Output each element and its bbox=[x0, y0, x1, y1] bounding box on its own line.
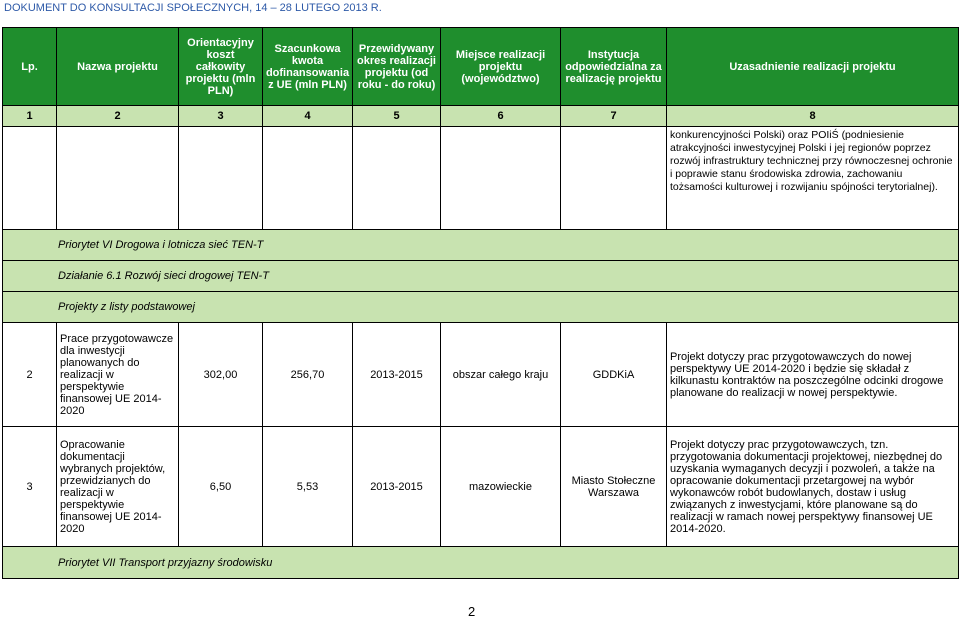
col-header-eu-funding: Szacunkowa kwota dofinansowania z UE (mln PLN) bbox=[263, 28, 353, 106]
col-header-justification: Uzasadnienie realizacji projektu bbox=[667, 28, 959, 106]
table-row bbox=[3, 323, 959, 427]
column-numbers-row bbox=[3, 106, 959, 127]
column-number: 2 bbox=[57, 106, 179, 127]
col-header-name: Nazwa projektu bbox=[57, 28, 179, 106]
col-header-place: Miejsce realizacji projektu (województwo) bbox=[441, 28, 561, 106]
projects-table bbox=[2, 27, 959, 579]
column-number: 6 bbox=[441, 106, 561, 127]
column-number: 1 bbox=[3, 106, 57, 127]
priority-vi-label: Priorytet VI Drogowa i lotnicza sieć TEN-T bbox=[3, 230, 959, 261]
table-row bbox=[3, 427, 959, 547]
column-number: 8 bbox=[667, 106, 959, 127]
action-6-1-row bbox=[3, 261, 959, 292]
page-number: 2 bbox=[468, 604, 476, 619]
column-number: 5 bbox=[353, 106, 441, 127]
basic-list-label: Projekty z listy podstawowej bbox=[3, 292, 959, 323]
basic-list-row bbox=[3, 292, 959, 323]
row-cost: 302,00 bbox=[179, 323, 263, 427]
row-project-name: Opracowanie dokumentacji wybranych projektów, przewidzianych do realizacji w perspektywie finansowej UE 2014-2020 bbox=[57, 427, 179, 547]
row-lp: 3 bbox=[3, 427, 57, 547]
row-period: 2013-2015 bbox=[353, 427, 441, 547]
row-project-name: Prace przygotowawcze dla inwestycji planowanych do realizacji w perspektywie finansowej UE 2014-2020 bbox=[57, 323, 179, 427]
action-6-1-label: Działanie 6.1 Rozwój sieci drogowej TEN-T bbox=[3, 261, 959, 292]
row-cost: 6,50 bbox=[179, 427, 263, 547]
col-header-lp: Lp. bbox=[3, 28, 57, 106]
row-institution: GDDKiA bbox=[561, 323, 667, 427]
column-number: 3 bbox=[179, 106, 263, 127]
row-eu-funding: 256,70 bbox=[263, 323, 353, 427]
priority-vi-row bbox=[3, 230, 959, 261]
row-place: mazowieckie bbox=[441, 427, 561, 547]
row-justification: Projekt dotyczy prac przygotowawczych do nowej perspektywy UE 2014-2020 i będzie się składał z kilkunastu kontraktów na poszczególne odcinki drogowe planowane do realizacji w nowej perspektywie. bbox=[667, 323, 959, 427]
column-number: 4 bbox=[263, 106, 353, 127]
row-institution: Miasto Stołeczne Warszawa bbox=[561, 427, 667, 547]
row-place: obszar całego kraju bbox=[441, 323, 561, 427]
row-justification: Projekt dotyczy prac przygotowawczych, tzn. przygotowania dokumentacji projektowej, niezbędnej do uzyskania wymaganych decyzji i pozwoleń, a także na opracowanie dokumentacji przetargowej na wybór wykonawców robót budowlanych, dostaw i usług związanych z inwestycjami, które planowane są do realizacji w ramach nowej perspektywy finansowej UE 2014-2020. bbox=[667, 427, 959, 547]
row-period: 2013-2015 bbox=[353, 323, 441, 427]
col-header-period: Przewidywany okres realizacji projektu (od roku - do roku) bbox=[353, 28, 441, 106]
priority-vii-label: Priorytet VII Transport przyjazny środowisku bbox=[3, 547, 959, 579]
priority-vii-row bbox=[3, 547, 959, 579]
document-header: DOKUMENT DO KONSULTACJI SPOŁECZNYCH, 14 – 28 LUTEGO 2013 R. bbox=[4, 2, 382, 14]
row-lp: 2 bbox=[3, 323, 57, 427]
row-eu-funding: 5,53 bbox=[263, 427, 353, 547]
continuation-row bbox=[3, 127, 959, 230]
continuation-text: konkurencyjności Polski) oraz POIiŚ (podniesienie atrakcyjności inwestycyjnej Polski i jej regionów poprzez rozwój infrastruktury technicznej przy równoczesnej ochronie i poprawie stanu środowiska zdrowia, zachowaniu tożsamości kulturowej i rozwijaniu spójności terytorialnej). bbox=[667, 127, 959, 230]
col-header-cost: Orientacyjny koszt całkowity projektu (mln PLN) bbox=[179, 28, 263, 106]
column-number: 7 bbox=[561, 106, 667, 127]
col-header-institution: Instytucja odpowiedzialna za realizację projektu bbox=[561, 28, 667, 106]
table-header-row bbox=[3, 28, 959, 106]
